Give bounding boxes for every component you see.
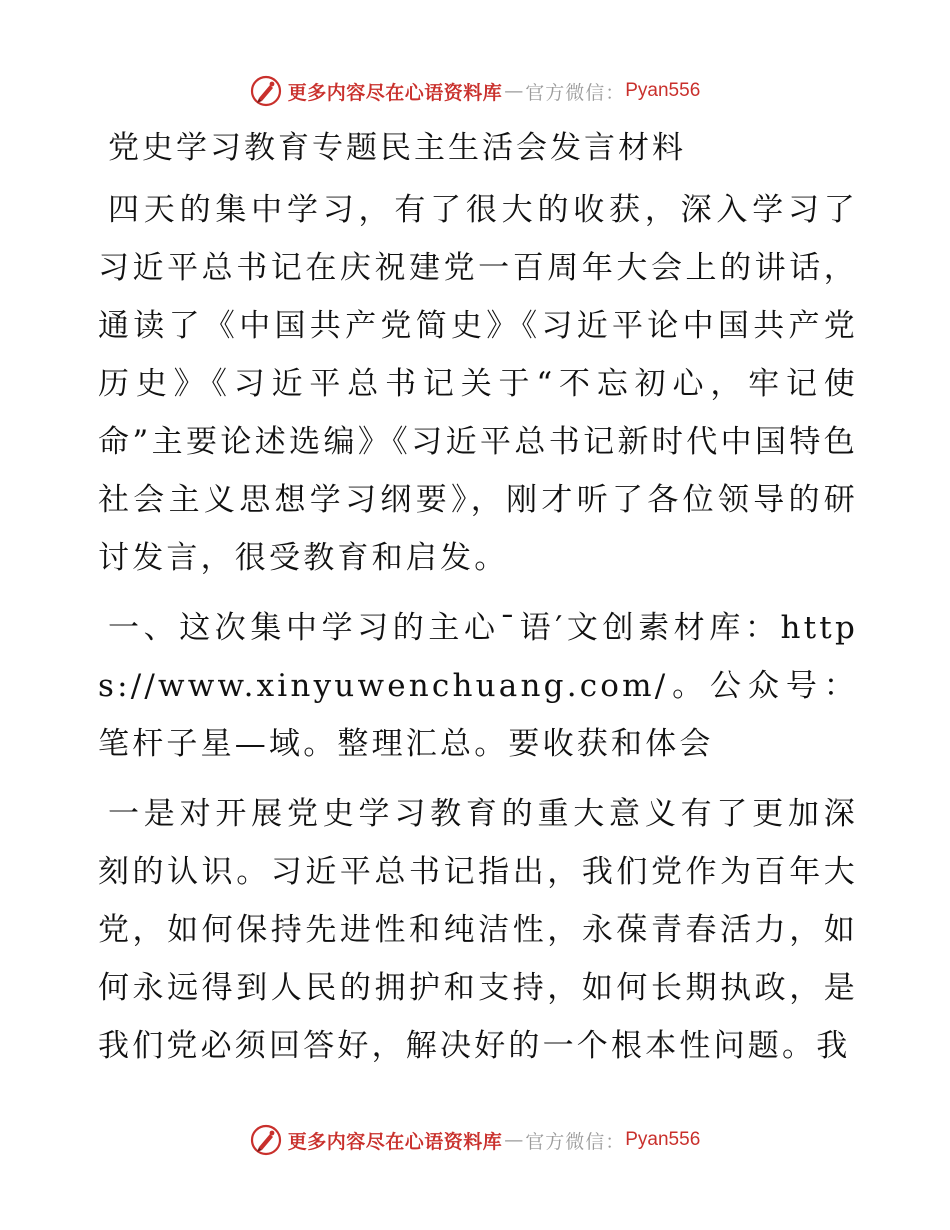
watermark-dash: — — [504, 80, 524, 102]
footer-watermark — [0, 1120, 950, 1160]
paragraph-section-one: 一、这次集中学习的主心¯语′文创素材库：https://www.xinyuwenchuang.com/。公众号：笔杆子星—域。整理汇总。要收获和体会 — [98, 610, 858, 762]
pen-logo-icon — [250, 1124, 282, 1156]
document-title: 党史学习教育专题民主生活会发言材料 — [108, 130, 686, 166]
watermark-official-label: 官方微信： — [525, 1130, 626, 1153]
document-body — [98, 123, 858, 1087]
paragraph-intro: 四天的集中学习，有了很大的收获，深入学习了习近平总书记在庆祝建党一百周年大会上的讲话，通读了《中国共产党简史》《习近平论中国共产党历史》《习近平总书记关于“不忘初心，牢记使命”主要论述选编》《习近平总书记新时代中国特色社会主义思想学习纲要》，刚才听了各位领导的研讨发言，很受教育和启发。 — [98, 192, 858, 576]
watermark-brand-text: 更多内容尽在心语资料库 — [287, 1130, 503, 1153]
watermark-wechat-id: Pyan556 — [625, 1129, 701, 1150]
watermark-official-label: 官方微信： — [525, 81, 626, 104]
pen-logo-icon — [250, 75, 282, 107]
watermark-wechat-id: Pyan556 — [625, 80, 701, 101]
watermark-dash: — — [504, 1129, 524, 1151]
paragraph-point-one: 一是对开展党史学习教育的重大意义有了更加深刻的认识。习近平总书记指出，我们党作为百年大党，如何保持先进性和纯洁性，永葆青春活力，如何永远得到人民的拥护和支持，如何长期执政，是我们党必须回答好，解决好的一个根本性问题。我 — [98, 796, 858, 1064]
watermark-brand-text: 更多内容尽在心语资料库 — [287, 81, 503, 104]
header-watermark — [0, 71, 950, 111]
